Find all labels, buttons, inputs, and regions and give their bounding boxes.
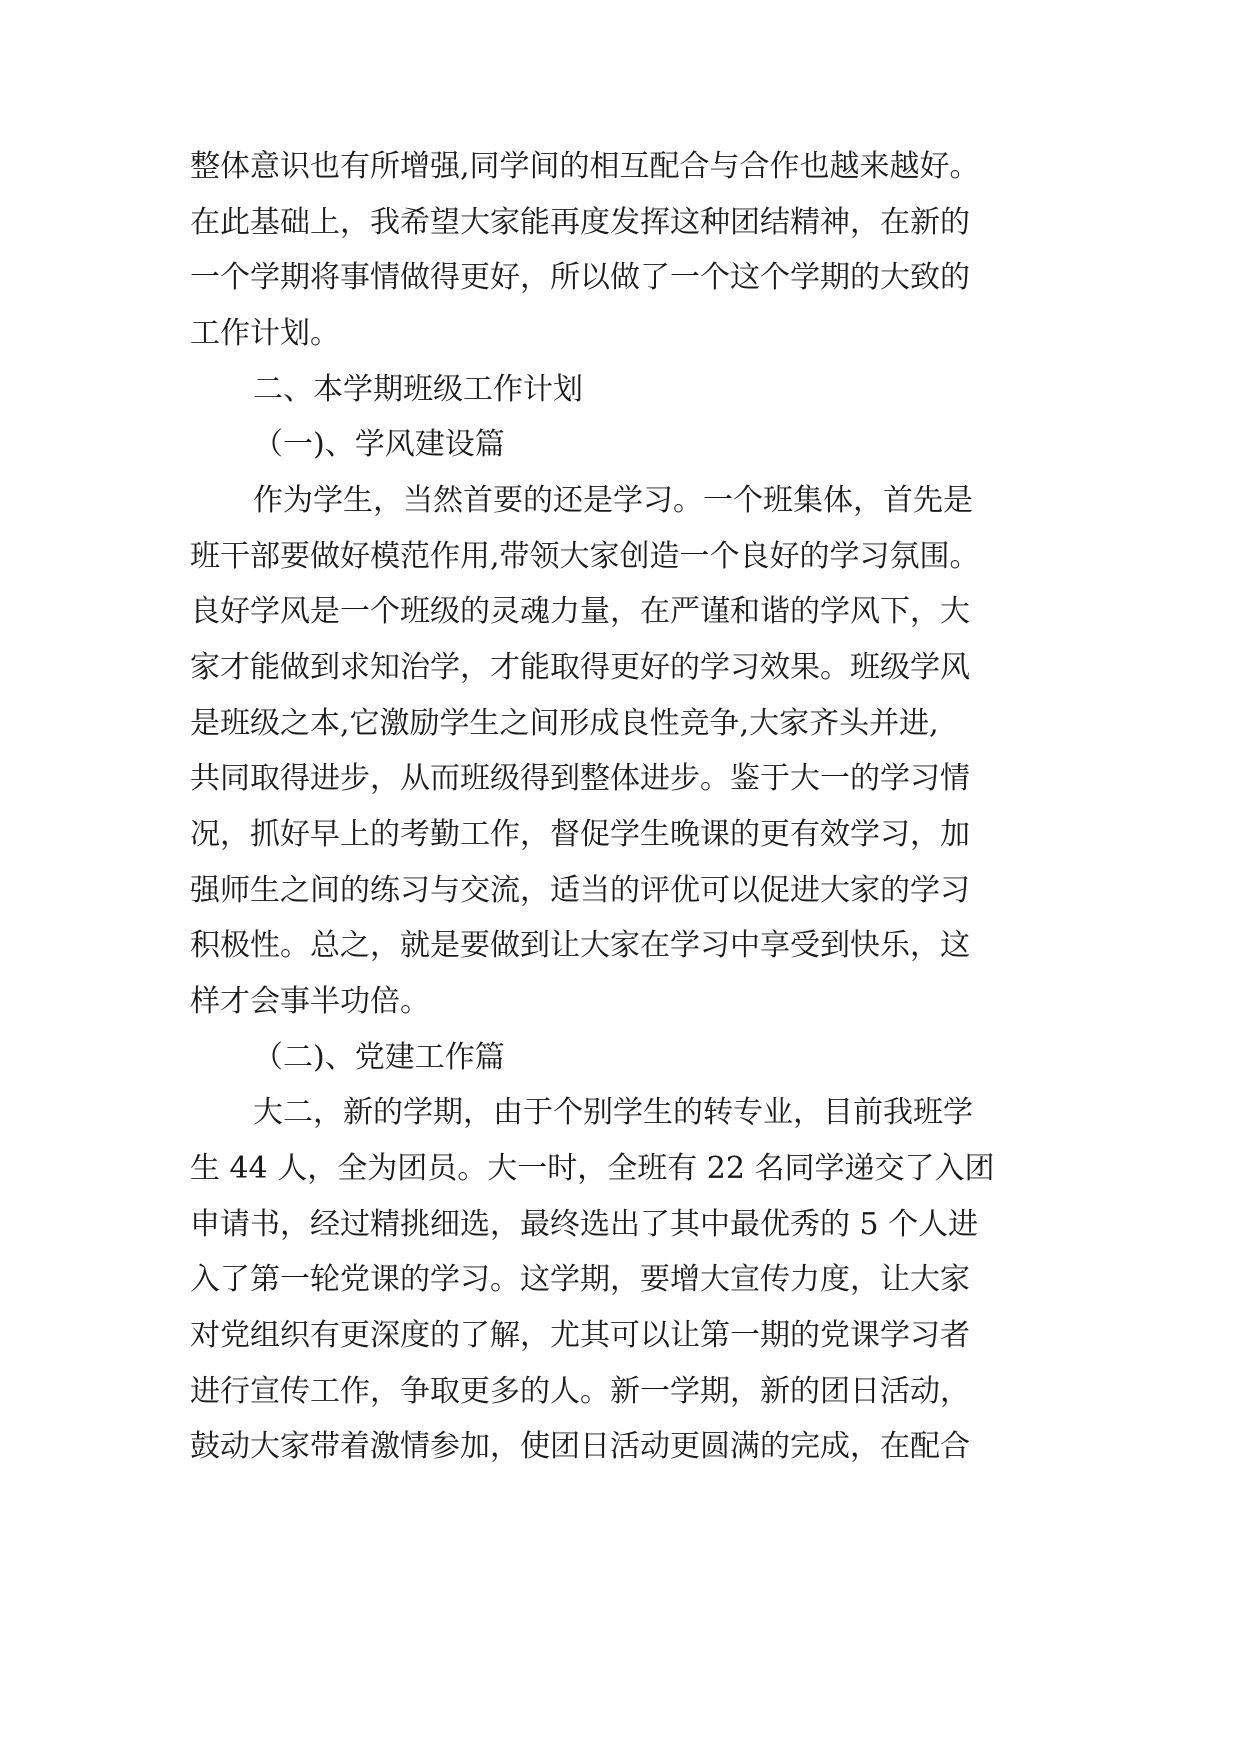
paragraph-line: 一个学期将事情做得更好，所以做了一个这个学期的大致的 (190, 260, 970, 295)
paragraph-line: 强师生之间的练习与交流，适当的评优可以促进大家的学习 (190, 873, 970, 908)
paragraph-line: 在此基础上，我希望大家能再度发挥这种团结精神，在新的 (190, 205, 970, 240)
section-heading: 二、本学期班级工作计划 (253, 372, 583, 407)
paragraph-line: 进行宣传工作，争取更多的人。新一学期，新的团日活动， (190, 1374, 970, 1409)
paragraph-line: 生 44 人，全为团员。大一时，全班有 22 名同学递交了入团 (190, 1151, 995, 1186)
paragraph-line: 班干部要做好模范作用,带领大家创造一个良好的学习氛围。 (190, 539, 980, 574)
paragraph-line: 对党组织有更深度的了解，尤其可以让第一期的党课学习者 (190, 1318, 970, 1353)
paragraph-line: 家才能做到求知治学，才能取得更好的学习效果。班级学风 (190, 650, 970, 685)
subsection-heading: （一)、学风建设篇 (253, 427, 505, 462)
paragraph-line: 共同取得进步，从而班级得到整体进步。鉴于大一的学习情 (190, 761, 970, 796)
paragraph-line: 是班级之本,它激励学生之间形成良性竞争,大家齐头并进, (190, 706, 939, 741)
paragraph-line: 整体意识也有所增强,同学间的相互配合与合作也越来越好。 (190, 149, 980, 184)
paragraph-line: 作为学生，当然首要的还是学习。一个班集体，首先是 (253, 483, 973, 518)
paragraph-line: 积极性。总之，就是要做到让大家在学习中享受到快乐，这 (190, 928, 970, 963)
paragraph-line: 况，抓好早上的考勤工作，督促学生晚课的更有效学习，加 (190, 817, 970, 852)
paragraph-line: 申请书，经过精挑细选，最终选出了其中最优秀的 5 个人进 (190, 1207, 979, 1242)
subsection-heading: （二)、党建工作篇 (253, 1040, 505, 1075)
paragraph-line: 入了第一轮党课的学习。这学期，要增大宣传力度，让大家 (190, 1262, 970, 1297)
paragraph-line: 鼓动大家带着激情参加，使团日活动更圆满的完成，在配合 (190, 1429, 970, 1464)
paragraph-line: 样才会事半功倍。 (190, 984, 430, 1019)
paragraph-line: 良好学风是一个班级的灵魂力量，在严谨和谐的学风下，大 (190, 594, 970, 629)
paragraph-line: 工作计划。 (190, 316, 340, 351)
paragraph-line: 大二，新的学期，由于个别学生的转专业，目前我班学 (253, 1095, 973, 1130)
